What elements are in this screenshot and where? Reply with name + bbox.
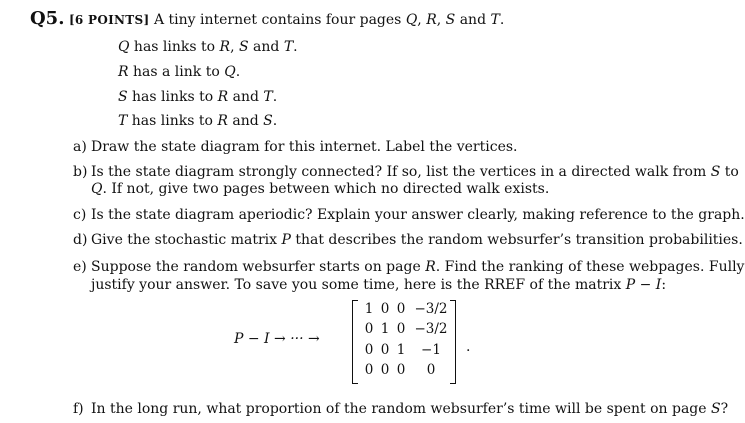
intro-text: A tiny internet contains four pages Q, R, S and T. (153, 12, 505, 28)
matrix-cell: 0 (396, 321, 406, 337)
link-line-r: R has a link to Q. (118, 64, 241, 80)
link-line-q: Q has links to R, S and T. (118, 39, 298, 55)
matrix-cell: 0 (380, 342, 390, 358)
matrix-cell: 0 (364, 362, 374, 378)
right-bracket (450, 300, 456, 384)
part-a: a) Draw the state diagram for this internet. Label the vertices. (73, 139, 518, 155)
matrix-cell: 1 (364, 301, 374, 317)
part-c-label: c) (73, 207, 87, 223)
matrix-cell: −1 (421, 342, 441, 358)
matrix-label: P − I → ··· → (234, 331, 320, 347)
part-b-label: b) (73, 164, 88, 180)
part-f: f) In the long run, what proportion of the random websurfer’s time will be spent on page S? (73, 401, 729, 417)
part-e-label: e) (73, 259, 87, 275)
matrix-cell: 0 (364, 342, 374, 358)
part-b-line2: Q. If not, give two pages between which no directed walk exists. (91, 181, 550, 197)
part-d: d) Give the stochastic matrix P that describes the random websurfer’s transition probabilities. (73, 232, 743, 248)
points-label: [6 POINTS] (68, 13, 150, 27)
matrix-cell: 0 (396, 362, 406, 378)
matrix-cell: 1 (380, 321, 390, 337)
link-line-s: S has links to R and T. (118, 89, 278, 105)
question-header (30, 10, 504, 29)
matrix-cell: 0 (426, 362, 436, 378)
rref-matrix (352, 299, 456, 385)
question-number: Q5. (30, 8, 65, 29)
matrix-cell: 0 (380, 301, 390, 317)
part-f-label: f) (73, 401, 84, 417)
link-line-t: T has links to R and S. (118, 113, 278, 129)
matrix-cell: 1 (396, 342, 406, 358)
matrix-cell: 0 (396, 301, 406, 317)
matrix-trailing-period: . (466, 339, 471, 355)
matrix-cell: −3/2 (414, 301, 448, 317)
part-a-label: a) (73, 139, 87, 155)
matrix-cell: 0 (364, 321, 374, 337)
part-e-line1: e) Suppose the random websurfer starts on page R. Find the ranking of these webpages. Fully (73, 259, 745, 275)
part-b-line1: b) Is the state diagram strongly connected? If so, list the vertices in a directed walk from S to (73, 164, 739, 180)
part-c: c) Is the state diagram aperiodic? Explain your answer clearly, making reference to the graph. (73, 207, 745, 223)
part-e-line2: justify your answer. To save you some time, here is the RREF of the matrix P − I: (91, 277, 667, 293)
matrix-cell: 0 (380, 362, 390, 378)
part-d-label: d) (73, 232, 88, 248)
matrix-cell: −3/2 (414, 321, 448, 337)
